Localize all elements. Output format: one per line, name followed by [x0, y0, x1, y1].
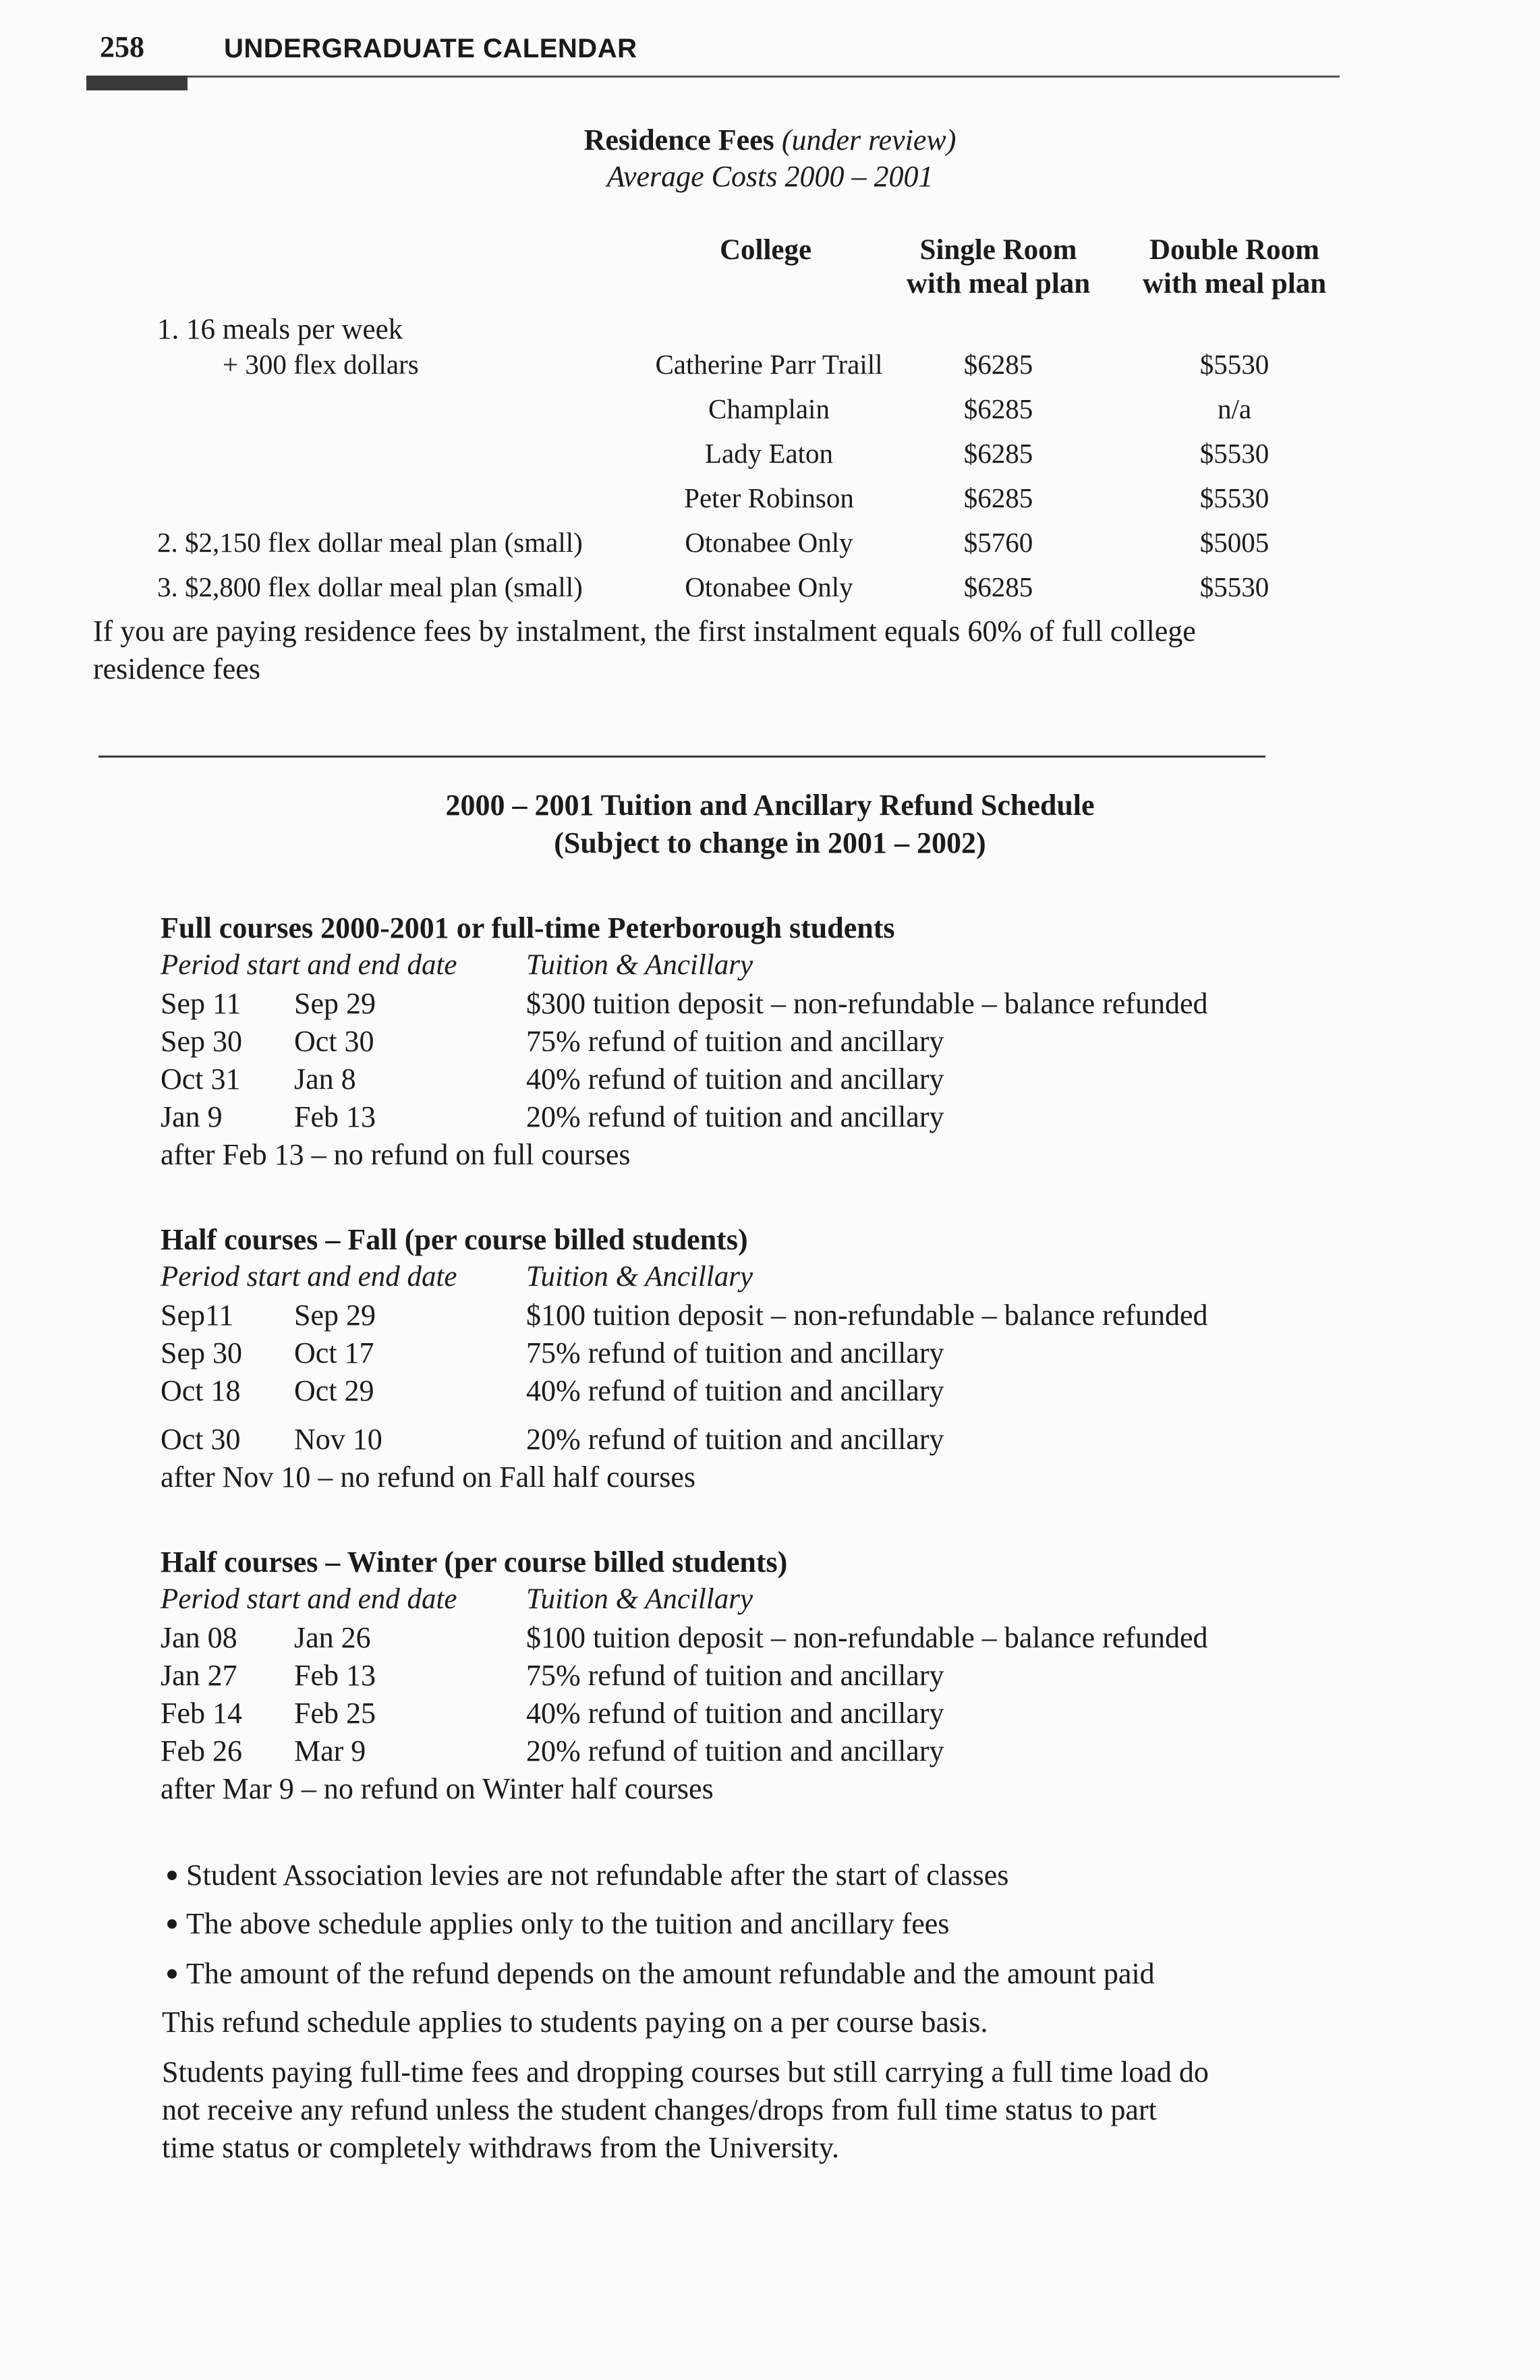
double-meal-label: with meal plan [1142, 268, 1327, 300]
residence-title-note: (under review) [781, 123, 957, 157]
after-note: after Nov 10 – no refund on Fall half courses [161, 1461, 696, 1494]
bullet-icon [167, 1969, 177, 1979]
refund-description: 75% refund of tuition and ancillary [526, 1336, 944, 1369]
period-start: Jan 27 [161, 1659, 237, 1692]
single-room-label: Single Room [919, 234, 1077, 266]
refund-description: $300 tuition deposit – non-refundable – balance refunded [526, 987, 1208, 1020]
column-header-college: College [719, 234, 812, 266]
period-start: Feb 14 [161, 1697, 242, 1730]
college-cell: Champlain [708, 393, 830, 424]
period-column-header: Period start and end date [161, 1261, 457, 1293]
bullet-text: The amount of the refund depends on the amount refundable and the amount paid [186, 1957, 1155, 1990]
college-cell: Otonabee Only [685, 527, 853, 558]
plan-label: 3. $2,800 flex dollar meal plan (small) [157, 571, 583, 602]
period-start: Oct 30 [161, 1423, 241, 1456]
college-cell: Otonabee Only [685, 571, 853, 602]
bullet-text: The above schedule applies only to the tuition and ancillary fees [186, 1907, 950, 1940]
refund-description: 75% refund of tuition and ancillary [526, 1659, 944, 1692]
schedule-subtitle: (Subject to change in 2001 – 2002) [554, 826, 986, 859]
bullet-icon [167, 1919, 177, 1929]
period-start: Jan 9 [161, 1100, 223, 1133]
refund-description: $100 tuition deposit – non-refundable – balance refunded [526, 1621, 1208, 1654]
single-price: $6285 [963, 571, 1033, 602]
group-heading: Half courses – Fall (per course billed students) [161, 1223, 748, 1256]
period-end: Sep 29 [294, 987, 376, 1020]
period-start: Oct 18 [161, 1374, 241, 1407]
after-note: after Mar 9 – no refund on Winter half courses [161, 1772, 714, 1805]
tuition-column-header: Tuition & Ancillary [526, 949, 753, 981]
double-price: n/a [1217, 393, 1252, 424]
period-start: Jan 08 [161, 1621, 237, 1654]
header-bar [86, 76, 188, 90]
period-end: Jan 26 [294, 1621, 371, 1654]
column-header-double [1120, 233, 1349, 301]
period-end: Mar 9 [294, 1734, 366, 1767]
period-column-header: Period start and end date [161, 1583, 457, 1615]
period-start: Sep 30 [161, 1336, 242, 1369]
double-price: $5005 [1199, 527, 1270, 558]
period-start: Sep 11 [161, 987, 241, 1020]
single-price: $6285 [963, 393, 1033, 424]
refund-description: 20% refund of tuition and ancillary [526, 1734, 944, 1767]
group-heading: Full courses 2000-2001 or full-time Peterborough students [161, 911, 895, 944]
period-start: Oct 31 [161, 1062, 241, 1096]
period-end: Feb 25 [294, 1697, 376, 1730]
running-title: UNDERGRADUATE CALENDAR [224, 34, 637, 63]
full-time-note-line-3: time status or completely withdraws from the University. [162, 2131, 840, 2164]
column-header-single [884, 233, 1113, 301]
single-price: $5760 [963, 527, 1033, 558]
bullet-icon [167, 1871, 177, 1880]
full-time-note-line-2: not receive any refund unless the student changes/drops from full time status to part [162, 2093, 1157, 2126]
refund-description: 40% refund of tuition and ancillary [526, 1697, 944, 1730]
refund-description: 75% refund of tuition and ancillary [526, 1025, 944, 1058]
instalment-note-line-2: residence fees [93, 652, 260, 685]
after-note: after Feb 13 – no refund on full courses [161, 1138, 631, 1171]
residence-subtitle: Average Costs 2000 – 2001 [606, 160, 934, 193]
full-time-note-line-1: Students paying full-time fees and dropping courses but still carrying a full time load do [162, 2056, 1209, 2089]
period-start: Sep 30 [161, 1025, 242, 1058]
double-price: $5530 [1199, 349, 1270, 380]
refund-description: 20% refund of tuition and ancillary [526, 1423, 944, 1456]
single-price: $6285 [963, 482, 1033, 513]
instalment-note-line-1: If you are paying residence fees by instalment, the first instalment equals 60% of full college [93, 615, 1196, 648]
bullet-item [167, 1906, 949, 1941]
tuition-column-header: Tuition & Ancillary [526, 1261, 753, 1293]
tuition-column-header: Tuition & Ancillary [526, 1583, 753, 1615]
page-number: 258 [100, 30, 144, 63]
college-cell: Lady Eaton [704, 438, 834, 469]
single-price: $6285 [963, 438, 1033, 469]
period-start: Sep11 [161, 1299, 234, 1332]
period-end: Nov 10 [294, 1423, 382, 1456]
plan-1-label: 1. 16 meals per week [157, 314, 403, 345]
plan-1-flex: + 300 flex dollars [223, 349, 419, 380]
period-start: Feb 26 [161, 1734, 242, 1767]
bullet-item [167, 1858, 1008, 1892]
plan-label: 2. $2,150 flex dollar meal plan (small) [157, 527, 583, 558]
bullet-text: Student Association levies are not refundable after the start of classes [186, 1859, 1009, 1892]
period-end: Oct 30 [294, 1025, 374, 1058]
bullet-item [167, 1956, 1155, 1991]
schedule-title: 2000 – 2001 Tuition and Ancillary Refund Schedule [445, 789, 1095, 822]
refund-description: 20% refund of tuition and ancillary [526, 1100, 944, 1133]
period-end: Oct 29 [294, 1374, 374, 1407]
period-end: Sep 29 [294, 1299, 376, 1332]
section-divider [98, 756, 1265, 758]
refund-description: 40% refund of tuition and ancillary [526, 1062, 944, 1096]
period-end: Feb 13 [294, 1659, 376, 1692]
per-course-note: This refund schedule applies to students paying on a per course basis. [162, 2006, 988, 2039]
double-price: $5530 [1199, 571, 1270, 602]
single-price: $6285 [963, 349, 1033, 380]
group-heading: Half courses – Winter (per course billed students) [161, 1546, 788, 1579]
refund-description: 40% refund of tuition and ancillary [526, 1374, 944, 1407]
period-end: Jan 8 [294, 1062, 356, 1096]
residence-title-main: Residence Fees [583, 123, 774, 157]
period-column-header: Period start and end date [161, 949, 457, 981]
double-room-label: Double Room [1149, 234, 1320, 266]
period-end: Feb 13 [294, 1100, 376, 1133]
double-price: $5530 [1199, 438, 1270, 469]
college-cell: Peter Robinson [684, 482, 854, 513]
single-meal-label: with meal plan [906, 268, 1091, 300]
refund-description: $100 tuition deposit – non-refundable – balance refunded [526, 1299, 1208, 1332]
period-end: Oct 17 [294, 1336, 374, 1369]
college-cell: Catherine Parr Traill [655, 349, 883, 380]
double-price: $5530 [1199, 482, 1270, 513]
header-rule [86, 76, 1340, 78]
residence-title [0, 123, 1540, 157]
